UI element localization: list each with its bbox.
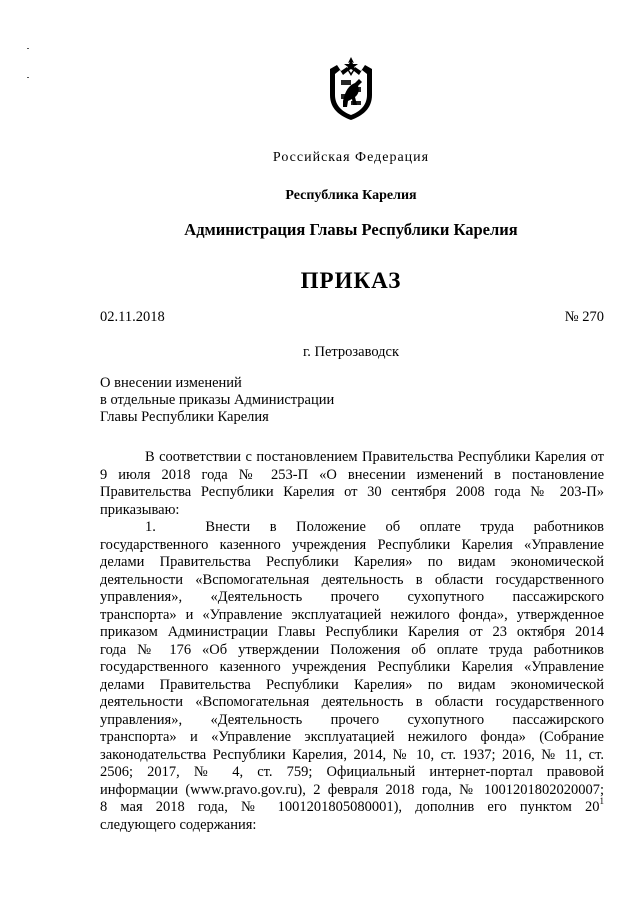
item-1-text: Внести в Положение об оплате труда работников [205,519,604,535]
preamble-line: 9 июля 2018 года № 253-П «О внесении изменений в постановление [100,466,604,483]
item-1-text: 8 мая 2018 года, № 1001201805080001), дополнив его пунктом 20 [100,799,600,815]
issuer-name: Администрация Главы Республики Карелия [184,220,518,239]
item-1-line: года № 176 «Об утверждении Положения об оплате труда работников [100,641,604,658]
scan-mark [27,48,29,49]
item-1-line: следующего содержания: [100,816,257,833]
item-1-line: транспорта» и «Управление эксплуатацией нежилого фонда», утвержденное [100,606,604,623]
item-1-line: 2506; 2017, № 4, ст. 759; Официальный интернет-портал правовой [100,764,604,780]
country-name: Российская Федерация [272,150,430,165]
document-date: 02.11.2018 [100,309,165,325]
preamble-line: В соответствии с постановлением Правительства Республики Карелия от [145,449,604,465]
scan-mark [27,77,29,78]
subject-line: О внесении изменений [100,375,242,391]
item-1-line: транспорта» и «Управление эксплуатацией нежилого фонда» (Собрание [100,729,604,745]
point-superscript: 1 [599,796,604,806]
item-1-line: делами Правительства Республики Карелия» по видам экономической [100,676,604,693]
item-1-line: делами Правительства Республики Карелия» по видам экономической [100,554,604,570]
document-number: № 270 [564,309,604,325]
preamble-line: Правительства Республики Карелия от 30 сентября 2008 года № 203-П» [100,484,604,500]
preamble-line: приказываю: [100,501,180,518]
document-body [100,449,604,834]
karelia-coat-of-arms-icon [327,55,375,121]
item-1-line: государственного казенного учреждения Республики Карелия «Управление [100,536,604,553]
subject-line: в отдельные приказы Администрации [100,392,335,408]
document-type: ПРИКАЗ [300,268,402,293]
item-1-line-with-superscript [100,796,604,817]
item-1-line: деятельности «Вспомогательная деятельность в области государственного [100,571,604,588]
document-city: г. Петрозаводск [302,344,400,360]
item-1-line: законодательства Республики Карелия, 2014, № 10, ст. 1937; 2016, № 11, ст. [100,746,604,763]
republic-name: Республика Карелия [285,188,417,203]
item-1-number: 1. [145,519,156,535]
item-1-line: управления», «Деятельность прочего сухопутного пассажирского [100,589,604,605]
item-1-line: информации (www.pravo.gov.ru), 2 февраля 2018 года, № 1001201802020007; [100,781,604,798]
item-1-line: приказом Администрации Главы Республики Карелия от 23 октября 2014 [100,624,604,640]
document-subject [100,375,334,426]
item-1-line: государственного казенного учреждения Республики Карелия «Управление [100,659,604,675]
item-1-first-line [100,519,604,537]
item-1-line: деятельности «Вспомогательная деятельность в области государственного [100,694,604,710]
item-1-line: управления», «Деятельность прочего сухопутного пассажирского [100,711,604,728]
subject-line: Главы Республики Карелия [100,409,269,425]
